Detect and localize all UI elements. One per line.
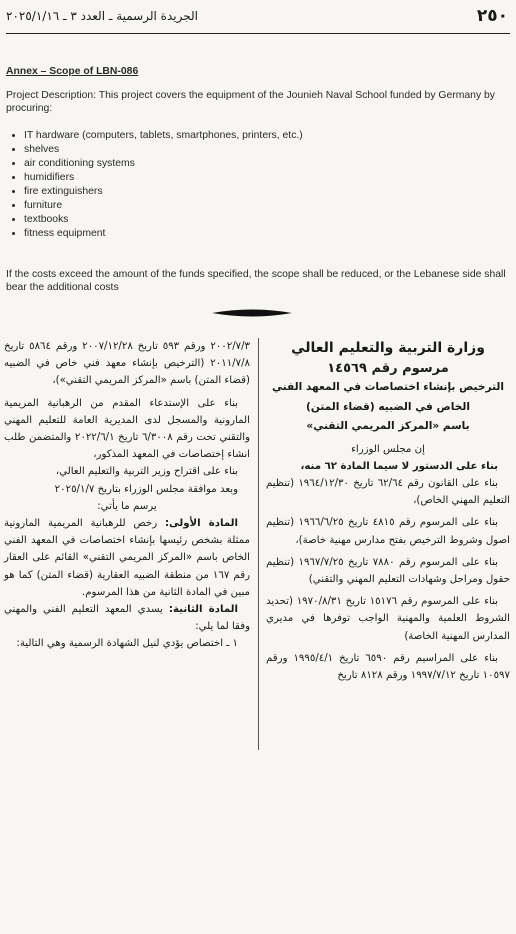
article-text: يسدي المعهد التعليم الفني والمهني وفقا لما يلي: [4, 604, 250, 633]
paragraph: بناء على القانون رقم ٦٢/٦٤ تاريخ ١٩٦٤/١٢/٣٠ (تنظيم التعليم المهني الخاص)، [266, 477, 510, 507]
decree-number: مرسوم رقم ١٤٥٦٩ [327, 361, 449, 376]
paragraph: بناء على المراسيم رقم ٦٥٩٠ تاريخ ١٩٩٥/٤/١ ورقم ١٠٥٩٧ تاريخ ١٩٩٧/٧/١٢ ورقم ٨١٢٨ تاريخ [266, 652, 510, 681]
list-item: • humidifiers [24, 171, 506, 185]
column-rule [258, 338, 259, 750]
annex-section [6, 66, 506, 294]
annex-title: Annex – Scope of LBN-086 [6, 66, 139, 77]
gazette-title: الجريدة الرسمية ـ العدد ٣ ـ ٢٠٢٥/١/١٦ [6, 9, 198, 23]
decree-subject-line: الترخيص بإنشاء اختصاصات في المعهد الفني [271, 381, 505, 393]
paragraph: ٢٠٠٢/٧/٣ ورقم ٥٩٣ تاريخ ٢٠٠٧/١٢/٢٨ ورقم ٥٨٦٤ تاريخ ٢٠١١/٧/٨ (الترخيص بإنشاء معهد فني خاص في الضبيه (قضاء المتن) باسم «المركز المريمي التقني»)، [4, 341, 251, 387]
article-label: المادة الثانية: [168, 604, 238, 616]
ministry-heading: وزارة التربية والتعليم العالي [291, 340, 485, 356]
annex-footer: If the costs exceed the amount of the funds specified, the scope shall be reduced, or the Lebanese side shall bear the additional costs [6, 269, 506, 293]
decree-column-left [4, 338, 250, 653]
list-item: • furniture [24, 199, 506, 213]
article-text: رخص للرهبانية المريمية المارونية ممثلة بشخص رئيسها بإنشاء اختصاصات في المعهد الفني الخاص باسم «المركز المريمي التقني» القائم على العقار رقم ١٦٧ من منطقة الضبيه العقارية (قضاء المتن) كما هو مبين في المادة الثانية من هذا المرسوم. [4, 518, 250, 598]
paragraph: بناء على المرسوم رقم ٧٨٨٠ تاريخ ١٩٦٧/٧/٢٥ (تنظيم حقول ومراحل وشهادات التعليم المهني والتقني) [266, 556, 510, 585]
list-item: • shelves [24, 143, 506, 157]
paragraph: وبعد موافقة مجلس الوزراء بتاريخ ٢٠٢٥/١/٧ [54, 483, 238, 495]
article-2 [4, 601, 250, 635]
paragraph: بناء على الإستدعاء المقدم من الرهبانية المريمية المارونية والمسجل لدى المديرية العامة للتعليم المهني والتقني تحت رقم ٦/٣٠٠٨ تاريخ ٢٠٢٢/٦/١ والمتضمن طلب انشاء إختصاصات في المعهد المذكور، [4, 397, 250, 461]
list-item: • textbooks [24, 213, 506, 227]
section-divider [212, 309, 292, 317]
paragraph: بناء على المرسوم رقم ١٥١٧٦ تاريخ ١٩٧٠/٨/٣١ (تحديد الشروط العلمية والمهنية الواجب توفرها في مديري المدارس المهنية الخاصة) [266, 596, 510, 642]
list-item: • fire extinguishers [24, 185, 506, 199]
decree-subject-line: باسم «المركز المريمي التقني» [306, 420, 470, 432]
article-1 [4, 515, 250, 601]
decree-column-right [266, 338, 510, 684]
council-heading: إن مجلس الوزراء [351, 443, 425, 455]
paragraph: بناء على اقتراح وزير التربية والتعليم العالي، [55, 466, 238, 478]
paragraph: بناء على المرسوم رقم ٤٨١٥ تاريخ ١٩٦٦/٦/٢٥ (تنظيم اصول وشروط الترخيص بفتح مدارس مهنية خاصة)، [266, 517, 510, 546]
annex-description: Project Description: This project covers the equipment of the Jounieh Naval School funded by Germany by procuring: [6, 90, 496, 114]
list-item: • air conditioning systems [24, 157, 506, 171]
procurement-list [6, 129, 506, 241]
paragraph: بناء على الدستور لا سيما المادة ٦٢ منه، [300, 460, 498, 472]
list-item: • IT hardware (computers, tablets, smartphones, printers, etc.) [24, 129, 506, 143]
list-item: • fitness equipment [24, 227, 506, 241]
header-rule [6, 33, 510, 34]
page-header [6, 6, 510, 32]
decree-formula: يرسم ما يأتي: [97, 500, 157, 512]
page-number: ٢٥٠ [476, 6, 508, 26]
decree-subject-line: الخاص في الضبيه (قضاء المتن) [305, 400, 471, 413]
article-label: المادة الأولى: [164, 518, 238, 530]
article-item: ١ ـ اختصاص يؤدي لنيل الشهادة الرسمية وهي التالية: [16, 638, 238, 650]
